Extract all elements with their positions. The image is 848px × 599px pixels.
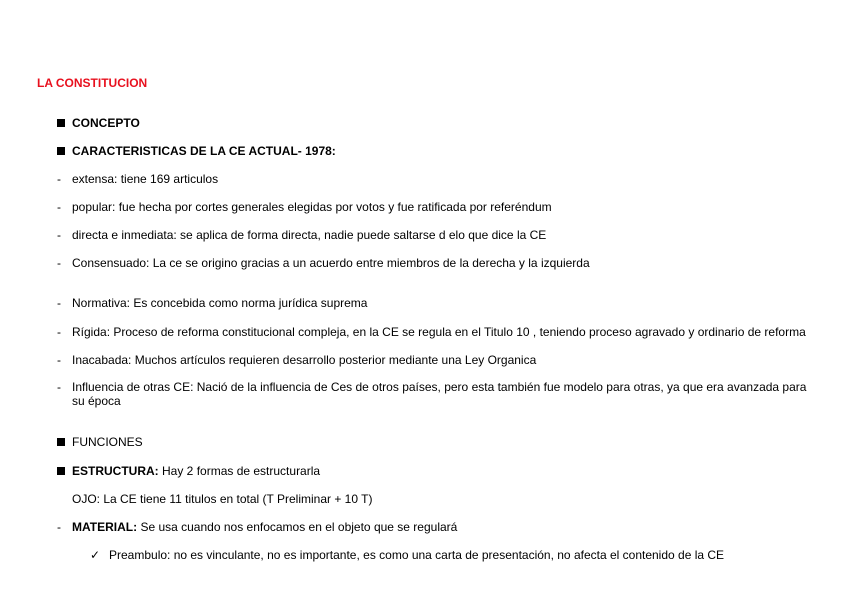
dash-bullet: - — [57, 256, 61, 270]
list-item-text: Inacabada: Muchos artículos requieren desarrollo posterior mediante una Ley Organica — [72, 353, 537, 367]
checkmark-icon: ✓ — [90, 548, 101, 562]
material-label: MATERIAL: — [72, 520, 138, 534]
dash-bullet: - — [57, 200, 61, 214]
list-item-text: Influencia de otras CE: Nació de la influencia de Ces de otros países, pero esta también fue modelo para otras, ya que era avanzada para su época — [72, 380, 807, 408]
estructura-text: Hay 2 formas de estructurarla — [158, 464, 321, 478]
dash-bullet: - — [57, 172, 61, 186]
ojo-text: OJO: La CE tiene 11 titulos en total (T Preliminar + 10 T) — [72, 492, 373, 506]
estructura-line — [72, 464, 320, 478]
list-item-text: Rígida: Proceso de reforma constitucional compleja, en la CE se regula en el Titulo 10 , teniendo proceso agravado y ordinario de reforma — [72, 325, 806, 339]
dash-bullet: - — [57, 325, 61, 339]
dash-bullet: - — [57, 296, 61, 310]
list-item-text: extensa: tiene 169 articulos — [72, 172, 219, 186]
concepto-heading: CONCEPTO — [72, 116, 140, 130]
caracteristicas-heading: CARACTERISTICAS DE LA CE ACTUAL- 1978: — [72, 144, 336, 158]
material-text: Se usa cuando nos enfocamos en el objeto que se regulará — [137, 520, 458, 534]
dash-bullet: - — [57, 228, 61, 242]
preambulo-text: Preambulo: no es vinculante, no es importante, es como una carta de presentación, no afecta el contenido de la CE — [109, 548, 725, 562]
list-item-text: directa e inmediata: se aplica de forma directa, nadie puede saltarse d elo que dice la CE — [72, 228, 547, 242]
list-item-text: Consensuado: La ce se origino gracias a un acuerdo entre miembros de la derecha y la izquierda — [72, 256, 590, 270]
estructura-label: ESTRUCTURA: — [72, 464, 159, 478]
material-line — [72, 520, 457, 534]
document-title: LA CONSTITUCION — [37, 76, 148, 90]
dash-bullet: - — [57, 520, 61, 534]
funciones-heading: FUNCIONES — [72, 435, 143, 449]
list-item-text: Normativa: Es concebida como norma jurídica suprema — [72, 296, 368, 310]
dash-bullet: - — [57, 353, 61, 367]
list-item-text: popular: fue hecha por cortes generales elegidas por votos y fue ratificada por referéndum — [72, 200, 552, 214]
dash-bullet: - — [57, 380, 61, 394]
